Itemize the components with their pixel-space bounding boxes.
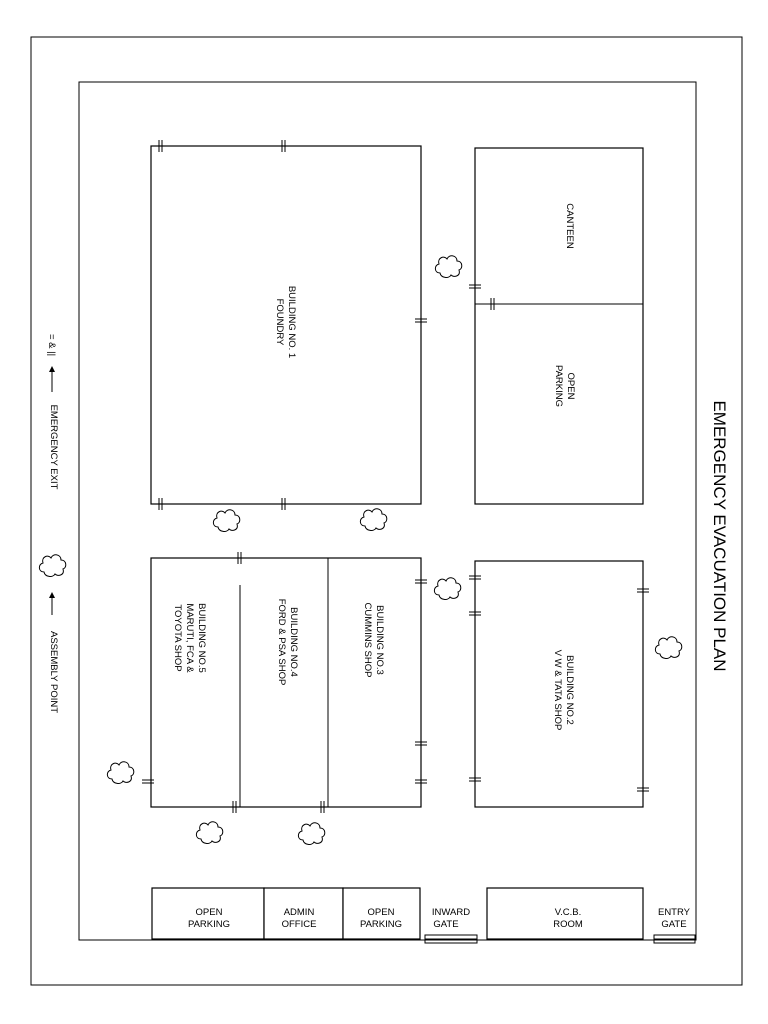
cloud-assembly-icon	[39, 555, 65, 577]
open-parking-right-line-2: PARKING	[553, 364, 564, 408]
open-parking-1-line-2: PARKING	[187, 919, 231, 930]
inward-gate-line-1: INWARD	[431, 907, 471, 918]
building-2-line-1: BUILDING NO.2	[564, 655, 575, 725]
exit-symbol-text: = & ||	[46, 333, 57, 357]
building-4-label	[276, 599, 299, 686]
building-1-line-2: FOUNDRY	[274, 298, 285, 346]
building-5-line-1: BUILDING NO.5	[196, 603, 207, 673]
admin-office-line-2: OFFICE	[281, 919, 317, 930]
canteen-label	[564, 203, 575, 249]
building-1	[151, 146, 421, 504]
vcb-room-line-2: ROOM	[553, 919, 583, 930]
building-1-line-1: BUILDING NO. 1	[286, 285, 297, 359]
building-5-line-2: MARUTI, FCA &	[184, 603, 195, 673]
canteen-line-1: CANTEEN	[564, 203, 575, 249]
building-4-line-2: FORD & PSA SHOP	[276, 598, 287, 686]
open-parking-1-line-1: OPEN	[195, 907, 223, 918]
assembly-label-text: ASSEMBLY POINT	[48, 630, 59, 714]
building-3-label	[362, 603, 385, 678]
admin-office-line-1: ADMIN	[283, 907, 315, 918]
exit-symbol-legend	[46, 334, 57, 356]
building-3-line-1: BUILDING NO.3	[374, 605, 385, 675]
building-5-line-3: TOYOTA SHOP	[172, 604, 183, 672]
building-2-label	[552, 650, 575, 731]
plan-title	[710, 400, 729, 671]
open-parking-2-line-1: OPEN	[367, 907, 395, 918]
building-4-line-1: BUILDING NO.4	[288, 607, 299, 677]
canteen-parking-block	[475, 148, 643, 504]
exit-label-legend	[48, 405, 59, 490]
arrow-left-icon	[49, 366, 55, 392]
building-5-label	[172, 603, 207, 673]
inward-gate-line-2: GATE	[433, 919, 459, 930]
assembly-label-legend	[48, 631, 59, 713]
vcb-room-line-1: V.C.B.	[554, 907, 582, 918]
legend	[39, 334, 65, 713]
building-3-line-2: CUMMINS SHOP	[362, 602, 373, 678]
arrow-left-icon	[49, 592, 55, 615]
open-parking-right-line-1: OPEN	[565, 372, 576, 400]
entry-gate-line-2: GATE	[661, 919, 687, 930]
plan-title-text: EMERGENCY EVACUATION PLAN	[710, 400, 729, 672]
entry-gate-line-1: ENTRY	[657, 907, 691, 918]
exit-label-text: EMERGENCY EXIT	[48, 404, 59, 490]
building-2-line-2: V W & TATA SHOP	[552, 649, 563, 731]
open-parking-2-line-2: PARKING	[359, 919, 403, 930]
